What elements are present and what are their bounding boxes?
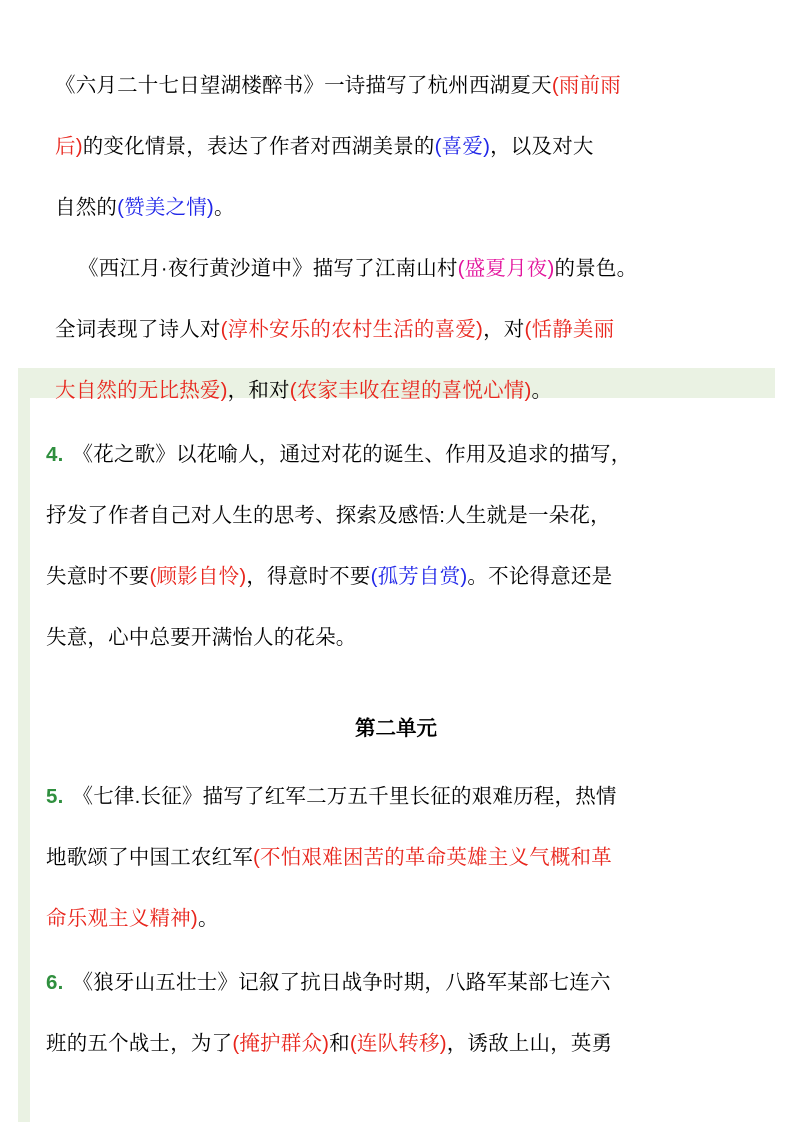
- section-heading: 第二单元: [355, 717, 437, 740]
- p1-answer-1-part1: (雨前雨: [551, 74, 621, 97]
- p5-text-d: ，诱敌上山，英勇: [446, 1032, 613, 1055]
- p3-answer-1: (顾影自怜): [149, 565, 247, 588]
- paragraph-4-line-2: [46, 827, 761, 888]
- p2-text-b: 的景色。: [554, 257, 638, 280]
- p1-text-a: 《六月二十七日望湖楼醉书》一诗描写了杭州西湖夏天: [55, 74, 552, 97]
- item-number-6: 6.: [46, 971, 64, 994]
- paragraph-3-line-1: [46, 424, 761, 485]
- item-number-5: 5.: [46, 785, 64, 808]
- p3-text-a: 《花之歌》以花喻人，通过对花的诞生、作用及追求的描写，: [72, 443, 632, 466]
- p2-text-c: 全词表现了诗人对: [55, 318, 221, 341]
- paragraph-3-line-2: [46, 485, 761, 546]
- paragraph-2-line-1: [78, 238, 768, 299]
- p1-text-c: ，以及对大: [490, 135, 594, 158]
- p1-text-b: 的变化情景，表达了作者对西湖美景的: [82, 135, 435, 158]
- p5-text-b: 班的五个战士，为了: [46, 1032, 233, 1055]
- p2-text-d: ，对: [483, 318, 525, 341]
- p2-answer-1: (盛夏月夜): [457, 257, 555, 280]
- p1-text-d: 然的: [75, 196, 118, 219]
- p2-text-e: ，和对: [227, 379, 290, 402]
- p2-answer-2: (淳朴安乐的农村生活的喜爱): [220, 318, 484, 341]
- paragraph-3-line-3: [46, 546, 761, 607]
- p4-text-a: 《七律.长征》描写了红军二万五千里长征的艰难历程，热情: [72, 785, 617, 808]
- p1-answer-2: (喜爱): [434, 135, 491, 158]
- p4-answer-1-part2: 命乐观主义精神): [46, 907, 198, 930]
- p1-text-d-head: 自: [55, 196, 76, 219]
- p5-answer-2: (连队转移): [349, 1032, 447, 1055]
- p4-text-b: 地歌颂了中国工农红军: [46, 846, 253, 869]
- item-number-4: 4.: [46, 443, 64, 466]
- p1-text-e: 。: [213, 196, 235, 219]
- paragraph-5-line-1: [46, 952, 761, 1013]
- p5-text-a: 《狼牙山五壮士》记叙了抗日战争时期，八路军某部七连六: [72, 971, 611, 994]
- p5-text-c: 和: [329, 1032, 350, 1055]
- paragraph-3-line-4: [46, 607, 761, 668]
- paragraph-1-line-2: [55, 116, 755, 177]
- p4-text-c: 。: [197, 907, 219, 930]
- p3-answer-2: (孤芳自赏): [370, 565, 468, 588]
- p1-answer-3: (赞美之情): [117, 196, 214, 219]
- paragraph-4-line-3: [46, 888, 761, 949]
- p4-answer-1-part1: (不怕艰难困苦的革命英雄主义气概和革: [253, 846, 612, 869]
- p1-answer-1-part2: 后): [55, 135, 83, 158]
- p3-text-d: ，得意时不要: [246, 565, 371, 588]
- paragraph-2-line-3: [55, 360, 760, 421]
- p5-answer-1: (掩护群众): [232, 1032, 330, 1055]
- p2-answer-3-part1: (恬静美丽: [524, 318, 615, 341]
- paragraph-2-line-2: [55, 299, 760, 360]
- p3-text-c: 失意时不要: [46, 565, 150, 588]
- paragraph-1-line-3: [55, 177, 755, 238]
- p3-text-f: 失意，心中总要开满怡人的花朵。: [46, 626, 357, 649]
- p2-text-a: 《西江月·夜行黄沙道中》描写了江南山村: [78, 257, 458, 280]
- p3-text-e: 。不论得意还是: [467, 565, 613, 588]
- paragraph-1-line-1: [55, 55, 755, 116]
- p2-answer-4: (农家丰收在望的喜悦心情): [289, 379, 532, 402]
- p2-text-f: 。: [531, 379, 553, 402]
- paragraph-4-line-1: [46, 766, 761, 827]
- p2-answer-3-part2: 大自然的无比热爱): [55, 379, 228, 402]
- p3-text-b: 抒发了作者自己对人生的思考、探索及感悟:人生就是一朵花，: [46, 504, 611, 527]
- paragraph-5-line-2: [46, 1013, 761, 1074]
